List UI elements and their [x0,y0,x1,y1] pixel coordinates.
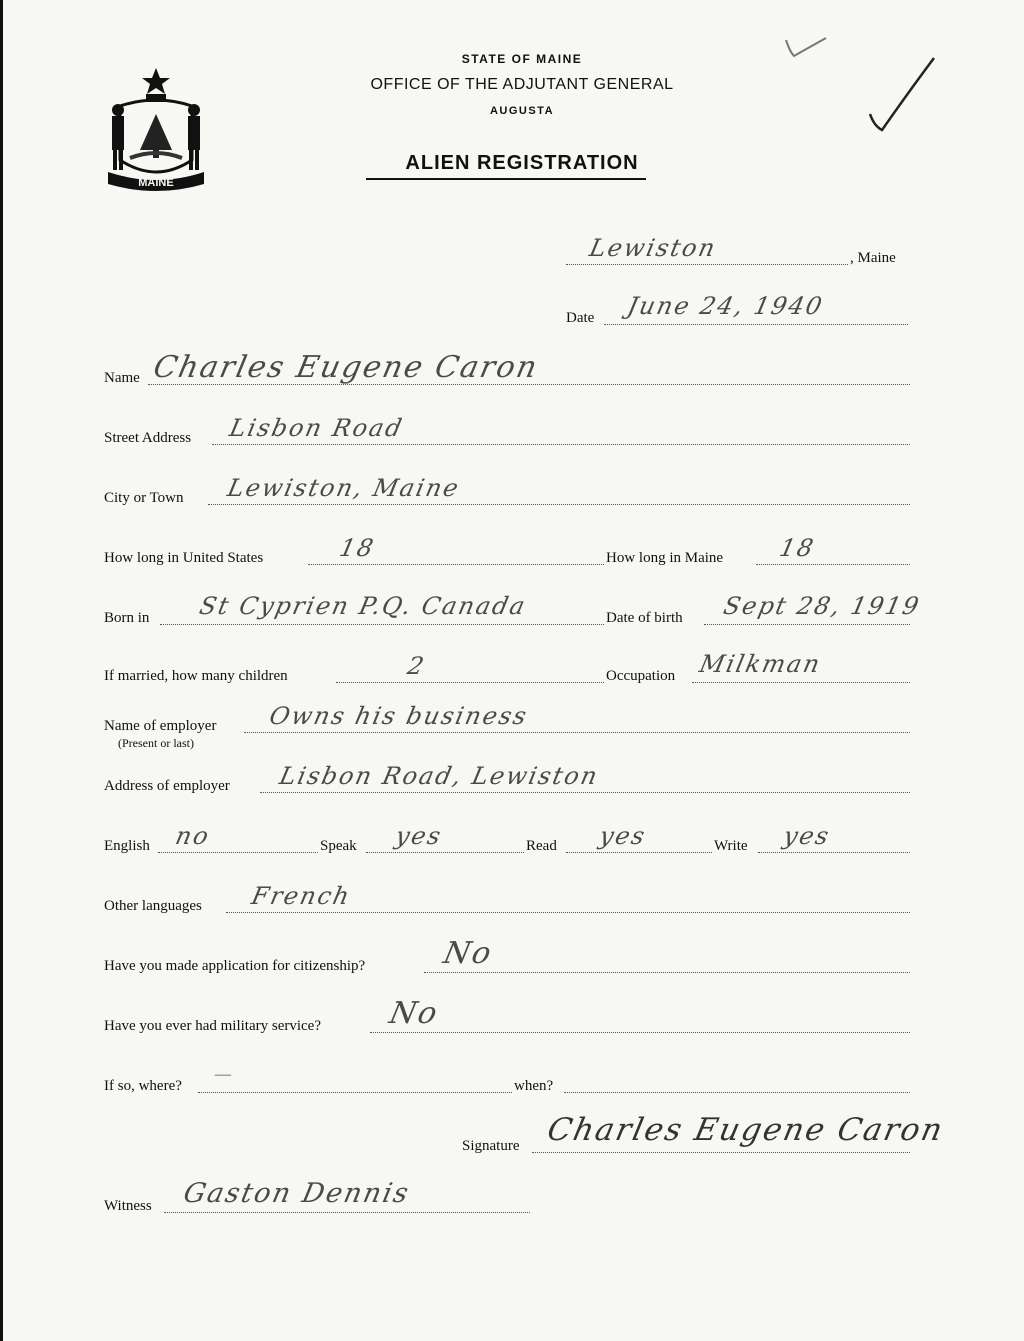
name-value: Charles Eugene Caron [150,350,542,385]
occupation-label: Occupation [606,668,676,684]
where-line [198,1092,512,1093]
other-languages-value: French [249,882,354,910]
witness-label: Witness [104,1198,152,1214]
us-years-label: How long in United States [104,550,264,566]
speak-line [366,852,524,853]
write-line [758,852,910,853]
maine-years-label: How long in Maine [606,550,724,566]
witness-value: Gaston Dennis [180,1178,413,1209]
employer-value: Owns his business [267,702,531,730]
dob-line [704,624,910,625]
witness-line [164,1212,530,1213]
us-years-line [308,564,604,565]
name-label: Name [104,370,140,386]
occupation-value: Milkman [697,650,824,678]
other-languages-line [226,912,910,913]
signature-value: Charles Eugene Caron [544,1112,948,1148]
born-in-value: St Cyprien P.Q. Canada [197,592,530,620]
date-line [604,324,908,325]
speak-label: Speak [320,838,357,854]
when-line [564,1092,910,1093]
when-label: when? [514,1078,554,1094]
svg-text:MAINE: MAINE [138,177,174,189]
children-value: 2 [405,652,429,680]
street-line [212,444,910,445]
born-in-line [160,624,604,625]
title-underline [366,178,646,180]
born-in-label: Born in [104,610,150,626]
header-city: AUGUSTA [489,105,555,117]
where-value: — [211,1064,237,1085]
signature-line [532,1152,910,1153]
military-label: Have you ever had military service? [104,1018,321,1034]
read-label: Read [526,838,557,854]
location-value: Lewiston [587,234,720,262]
english-value: no [173,822,213,850]
header-office: OFFICE OF THE ADJUTANT GENERAL [370,76,674,93]
english-label: English [104,838,150,854]
signature-label: Signature [462,1138,520,1154]
employer-address-value: Lisbon Road, Lewiston [277,762,602,790]
header-state: STATE OF MAINE [461,52,583,66]
write-value: yes [781,822,834,850]
street-value: Lisbon Road [227,414,407,442]
maine-years-line [756,564,910,565]
read-line [566,852,712,853]
date-label: Date [566,310,595,326]
location-suffix: , Maine [850,250,896,266]
military-value: No [386,996,443,1031]
date-value: June 24, 1940 [625,292,827,320]
military-line [370,1032,910,1033]
children-label: If married, how many children [104,668,288,684]
citizenship-label: Have you made application for citizenship? [104,958,366,974]
scan-edge [0,0,3,1341]
form-title: ALIEN REGISTRATION [405,152,639,174]
us-years-value: 18 [337,534,378,562]
employer-sublabel: (Present or last) [118,736,194,750]
speak-value: yes [393,822,446,850]
dob-value: Sept 28, 1919 [721,592,924,620]
read-value: yes [597,822,650,850]
write-label: Write [714,838,748,854]
employer-line [244,732,910,733]
city-label: City or Town [104,490,184,506]
other-languages-label: Other languages [104,898,202,914]
location-line [566,264,848,265]
children-line [336,682,604,683]
city-value: Lewiston, Maine [225,474,463,502]
citizenship-line [424,972,910,973]
dob-label: Date of birth [606,610,683,626]
employer-label: Name of employer [104,718,217,734]
employer-address-label: Address of employer [104,778,230,794]
citizenship-value: No [440,936,497,971]
city-line [208,504,910,505]
street-label: Street Address [104,430,192,446]
occupation-line [692,682,910,683]
where-label: If so, where? [104,1078,182,1094]
maine-years-value: 18 [777,534,818,562]
employer-address-line [260,792,910,793]
english-line [158,852,318,853]
